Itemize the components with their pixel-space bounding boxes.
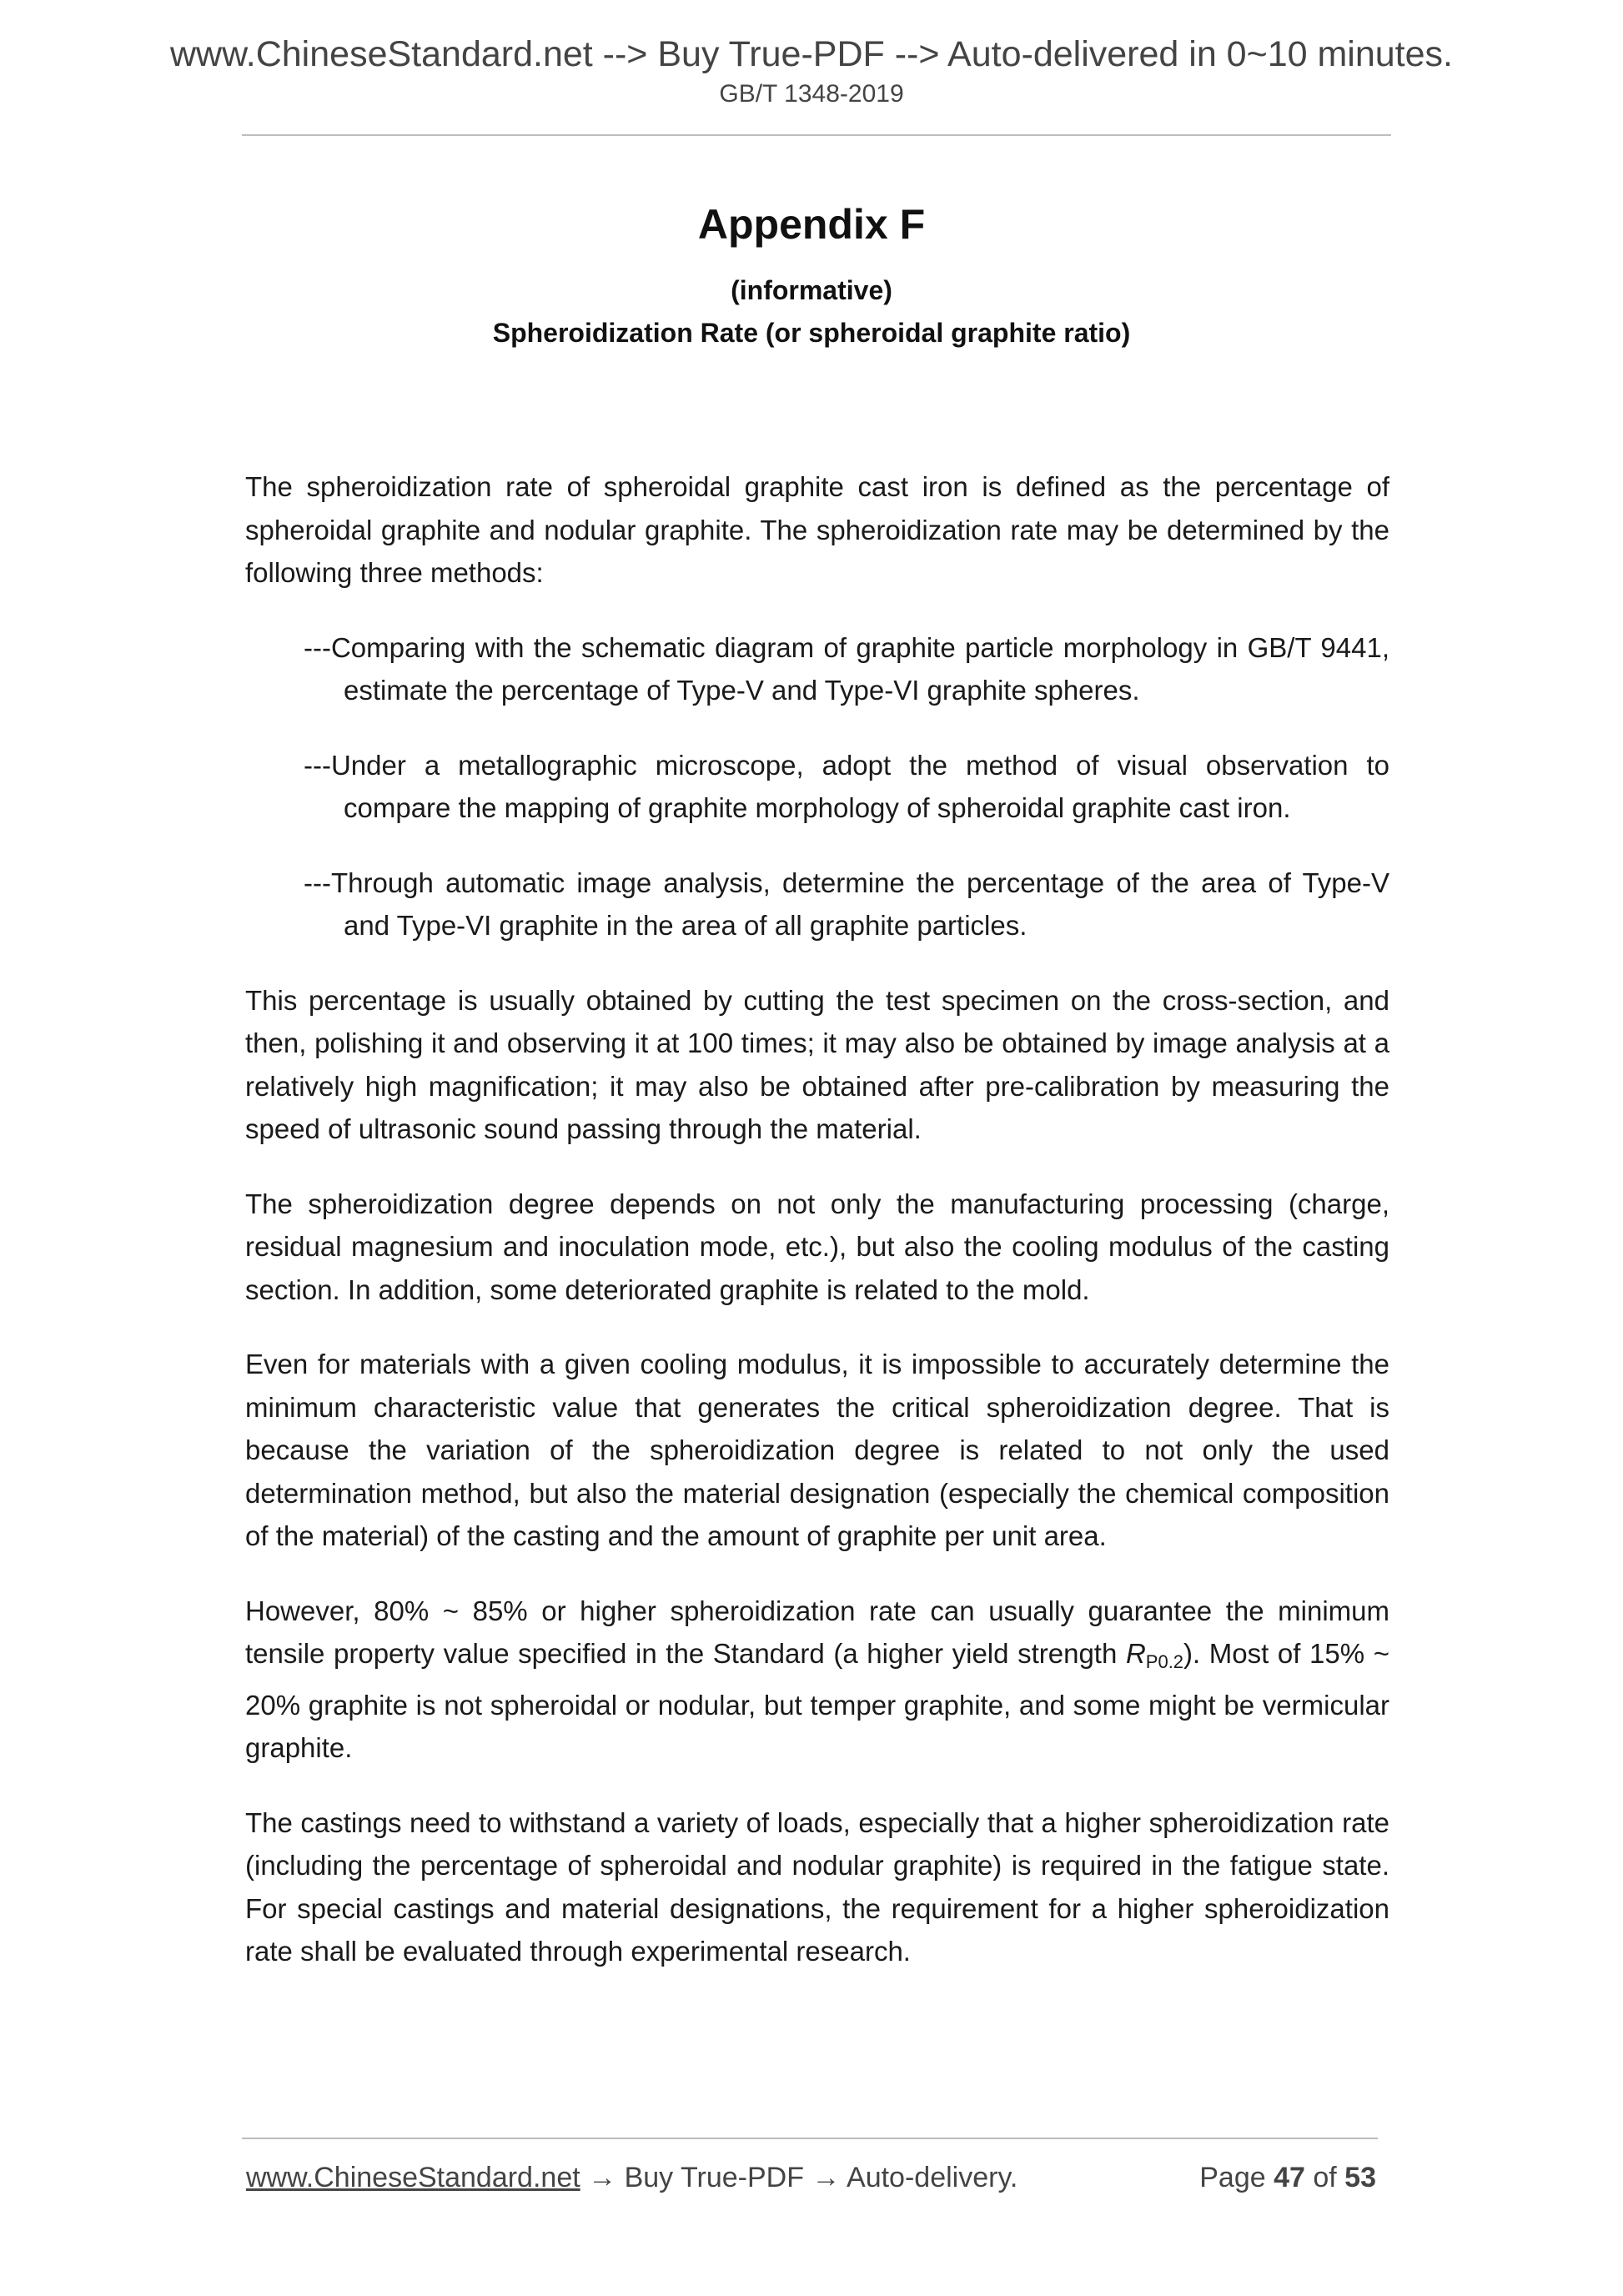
however-text-end: ). Most of 15% ~ 20% graphite is not spheroidal or nodular, but temper graphite, and some might be vermicular graphite. [245,1638,1389,1763]
of-label: of [1304,2162,1345,2193]
page-number: 47 [1274,2162,1305,2193]
degree-paragraph: The spheroidization degree depends on not only the manufacturing processing (charge, residual magnesium and inoculation mode, etc.), but also the cooling modulus of the casting section. In addition, some deteriorated graphite is related to the mold. [245,1188,1389,1305]
document-code: GB/T 1348-2019 [719,80,904,108]
method-item: ---Under a metallographic microscope, adopt the method of visual observation to compare the mapping of graphite morphology of spheroidal graphite cast iron. [304,749,1389,823]
intro-paragraph: The spheroidization rate of spheroidal graphite cast iron is defined as the percentage of spheroidal graphite and nodular graphite. The spheroidization rate may be determined by the following three methods: [245,471,1389,588]
total-pages: 53 [1344,2162,1376,2193]
percentage-paragraph: This percentage is usually obtained by cutting the test specimen on the cross-section, and then, polishing it and observing it at 100 times; it may also be obtained by image analysis at a relatively high magnification; it may also be obtained after pre-calibration by measuring the speed of ultrasonic sound passing through the material. [245,984,1389,1144]
method-item: ---Through automatic image analysis, determine the percentage of the area of Type-V and Type-VI graphite in the area of all graphite particles. [304,867,1389,941]
appendix-subtitle: Spheroidization Rate (or spheroidal graphite ratio) [492,318,1131,348]
arrow-icon: → [580,2162,625,2193]
modulus-paragraph: Even for materials with a given cooling modulus, it is impossible to accurately determine the minimum characteristic value that generates the critical spheroidization degree. That is because the variation of the spheroidization degree is related to not only the used determination method, but also the material designation (especially the chemical composition of the material) of the casting and the amount of graphite per unit area. [245,1349,1389,1551]
yield-strength-symbol: R [1125,1638,1146,1669]
arrow-icon: → [803,2162,847,2193]
footer-site-link[interactable]: www.ChineseStandard.net [246,2162,580,2193]
footer-links [246,2162,1018,2194]
yield-strength-subscript: P0.2 [1145,1651,1184,1672]
header-banner: www.ChineseStandard.net --> Buy True-PDF --> Auto-delivered in 0~10 minutes. [169,34,1453,74]
footer-delivery-text: Auto-delivery. [847,2162,1018,2193]
footer-divider [242,2138,1378,2139]
however-text-start: However, 80% ~ 85% or higher spheroidization rate can usually guarantee the minimum tensile property value specified in the Standard (a higher yield strength [245,1595,1389,1669]
page-label: Page [1199,2162,1274,2193]
body-text [245,465,1389,2005]
appendix-title: Appendix F [697,201,926,248]
however-paragraph [245,1590,1389,1770]
method-item: ---Comparing with the schematic diagram of graphite particle morphology in GB/T 9441, estimate the percentage of Type-V and Type-VI graphite spheres. [304,631,1389,706]
appendix-type: (informative) [731,275,892,305]
castings-paragraph: The castings need to withstand a variety of loads, especially that a higher spheroidization rate (including the percentage of spheroidal and nodular graphite) is required in the fatigue state. For special castings and material designations, the requirement for a higher spheroidization rate shall be evaluated through experimental research. [245,1806,1389,1967]
footer-buy-text: Buy True-PDF [624,2162,804,2193]
page-indicator [1199,2162,1376,2194]
header-divider [242,134,1391,136]
